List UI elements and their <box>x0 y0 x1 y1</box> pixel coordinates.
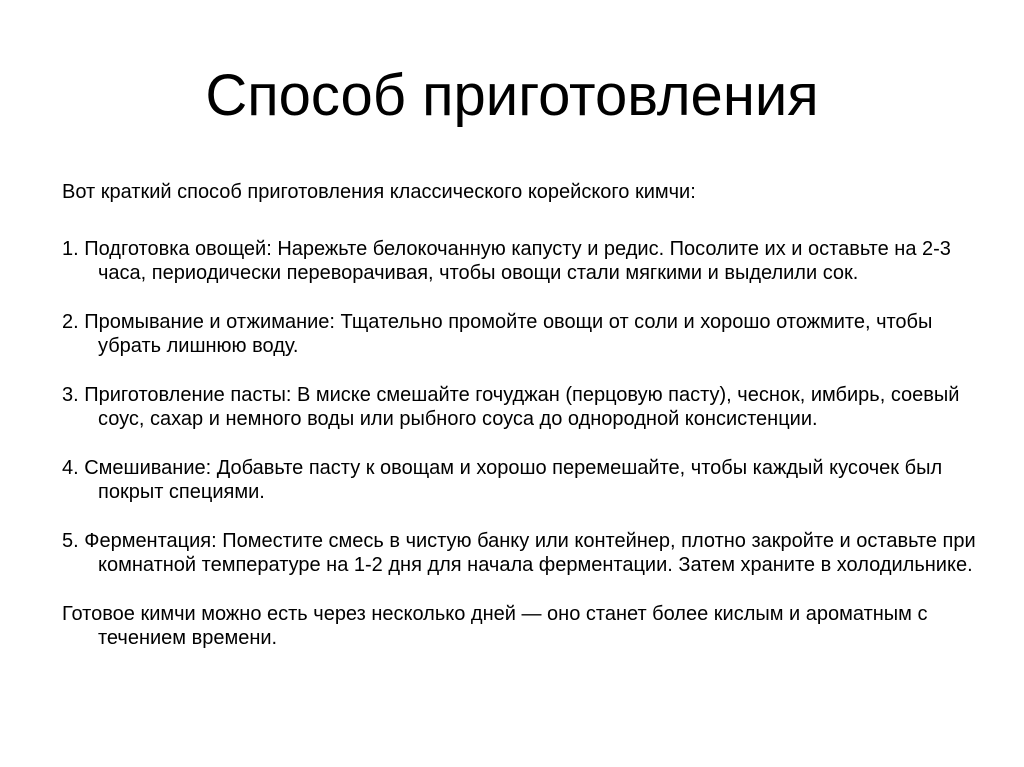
step-3: 3. Приготовление пасты: В миске смешайте гочуджан (перцовую пасту), чеснок, имбирь, соевый соус, сахар и немного воды или рыбного соуса до однородной консистенции. <box>62 384 960 430</box>
step-4: 4. Смешивание: Добавьте пасту к овощам и хорошо перемешайте, чтобы каждый кусочек был покрыт специями. <box>62 457 943 503</box>
step-1: 1. Подготовка овощей: Нарежьте белокочанную капусту и редис. Посолите их и оставьте на 2-3 часа, периодически переворачивая, чтобы овощи стали мягкими и выделили сок. <box>62 238 951 284</box>
intro-paragraph: Вот краткий способ приготовления классического корейского кимчи: <box>62 181 696 203</box>
step-2: 2. Промывание и отжимание: Тщательно промойте овощи от соли и хорошо отожмите, чтобы убрать лишнюю воду. <box>62 311 933 357</box>
slide-title: Способ приготовления <box>205 63 819 128</box>
step-5: 5. Ферментация: Поместите смесь в чистую банку или контейнер, плотно закройте и оставьте при комнатной температуре на 1-2 дня для начала ферментации. Затем храните в холодильнике. <box>62 530 976 576</box>
conclusion-paragraph: Готовое кимчи можно есть через несколько дней — оно станет более кислым и ароматным с течением времени. <box>62 603 928 649</box>
slide-body <box>62 180 992 675</box>
